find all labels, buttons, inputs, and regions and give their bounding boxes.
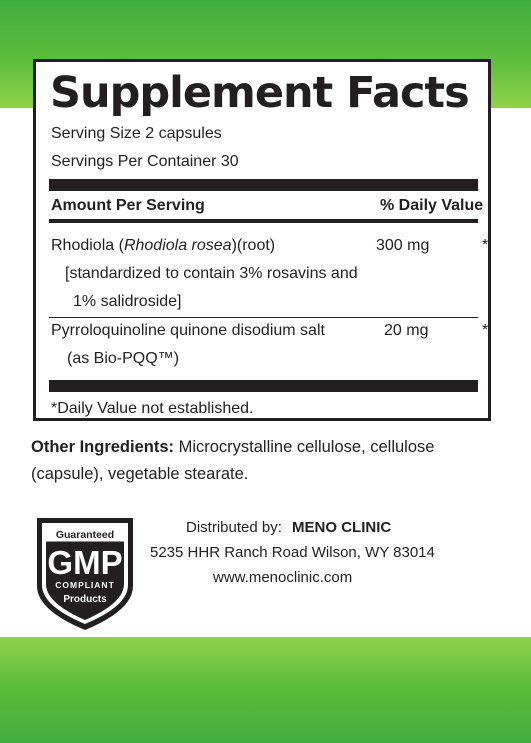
distributor-name: MENO CLINIC [292,519,392,536]
footnote: *Daily Value not established. [51,400,254,417]
distributor-line [186,518,391,538]
thick-divider-bottom [49,380,478,392]
header-divider [49,219,478,223]
other-ingredients-text: Microcrystalline cellulose, cellulose (capsule), vegetable stearate. [31,438,435,483]
ingredient-detail: 1% salidroside] [73,293,182,310]
badge-top-text: Guaranteed [55,529,115,541]
ingredient-daily-value: * [482,322,489,339]
distributor-label: Distributed by: [186,519,282,536]
distributor-address: 5235 HHR Ranch Road Wilson, WY 83014 [150,544,435,561]
gmp-compliant-badge [33,516,137,632]
serving-size: Serving Size 2 capsules [51,125,222,142]
ingredient-name: Pyrroloquinoline quinone disodium salt [51,322,325,339]
supplement-facts-panel [33,59,491,421]
badge-main-text: GMP [47,544,123,581]
ingredient-amount: 20 mg [384,322,429,339]
distributor-website: www.menoclinic.com [213,569,353,586]
daily-value-header: % Daily Value [380,197,484,214]
other-ingredients [31,434,511,488]
badge-bottom-text: Products [63,594,107,605]
ingredient-daily-value: * [482,237,489,254]
other-ingredients-label: Other Ingredients: [31,438,175,456]
ingredient-detail: (as Bio-PQQ™) [67,350,180,367]
panel-title: Supplement Facts [50,68,469,118]
servings-per-container: Servings Per Container 30 [51,153,239,170]
ingredient-detail: [standardized to contain 3% rosavins and [65,265,358,282]
row-divider [49,317,478,318]
bottom-green-band [0,637,531,743]
amount-per-serving-header: Amount Per Serving [51,197,205,214]
ingredient-name: Rhodiola (Rhodiola rosea)(root) [51,237,276,254]
badge-compliant-text: COMPLIANT [55,580,115,590]
thick-divider-top [49,179,478,191]
ingredient-amount: 300 mg [376,237,430,254]
